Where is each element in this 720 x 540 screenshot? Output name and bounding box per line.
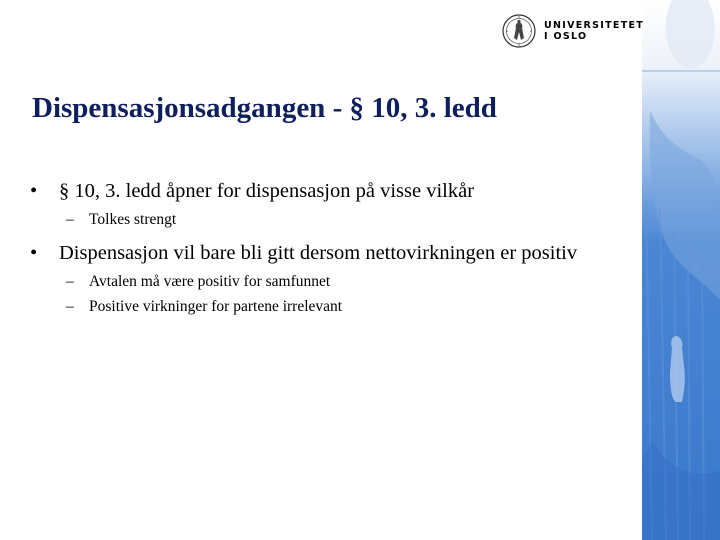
statue-image [642, 0, 720, 540]
bullet-marker: • [30, 242, 38, 264]
logo-text [544, 20, 644, 42]
bullet-list [30, 178, 630, 319]
slide-title: Dispensasjonsadgangen - § 10, 3. ledd [32, 92, 497, 124]
sub-bullet-item [30, 269, 630, 294]
bullet-text: § 10, 3. ledd åpner for dispensasjon på visse vilkår [59, 180, 475, 202]
sub-bullet-text: Positive virkninger for partene irrelevant [89, 298, 343, 315]
sub-bullet-marker: – [66, 273, 74, 290]
sub-bullet-text: Avtalen må være positiv for samfunnet [89, 273, 331, 290]
bullet-item [30, 178, 630, 204]
logo-line-1: UNIVERSITETET [544, 20, 645, 31]
bullet-item [30, 240, 630, 266]
sub-bullet-item [30, 294, 630, 319]
logo-line-2: I OSLO [544, 31, 588, 42]
sub-bullet-marker: – [66, 298, 74, 315]
decorative-statue-band [642, 0, 720, 540]
sub-bullet-item [30, 207, 630, 232]
sub-bullet-marker: – [66, 211, 74, 228]
bullet-text: Dispensasjon vil bare bli gitt dersom nettovirkningen er positiv [59, 242, 578, 264]
bullet-marker: • [30, 180, 38, 202]
sub-bullet-text: Tolkes strengt [89, 211, 177, 228]
university-seal-icon [502, 14, 536, 48]
